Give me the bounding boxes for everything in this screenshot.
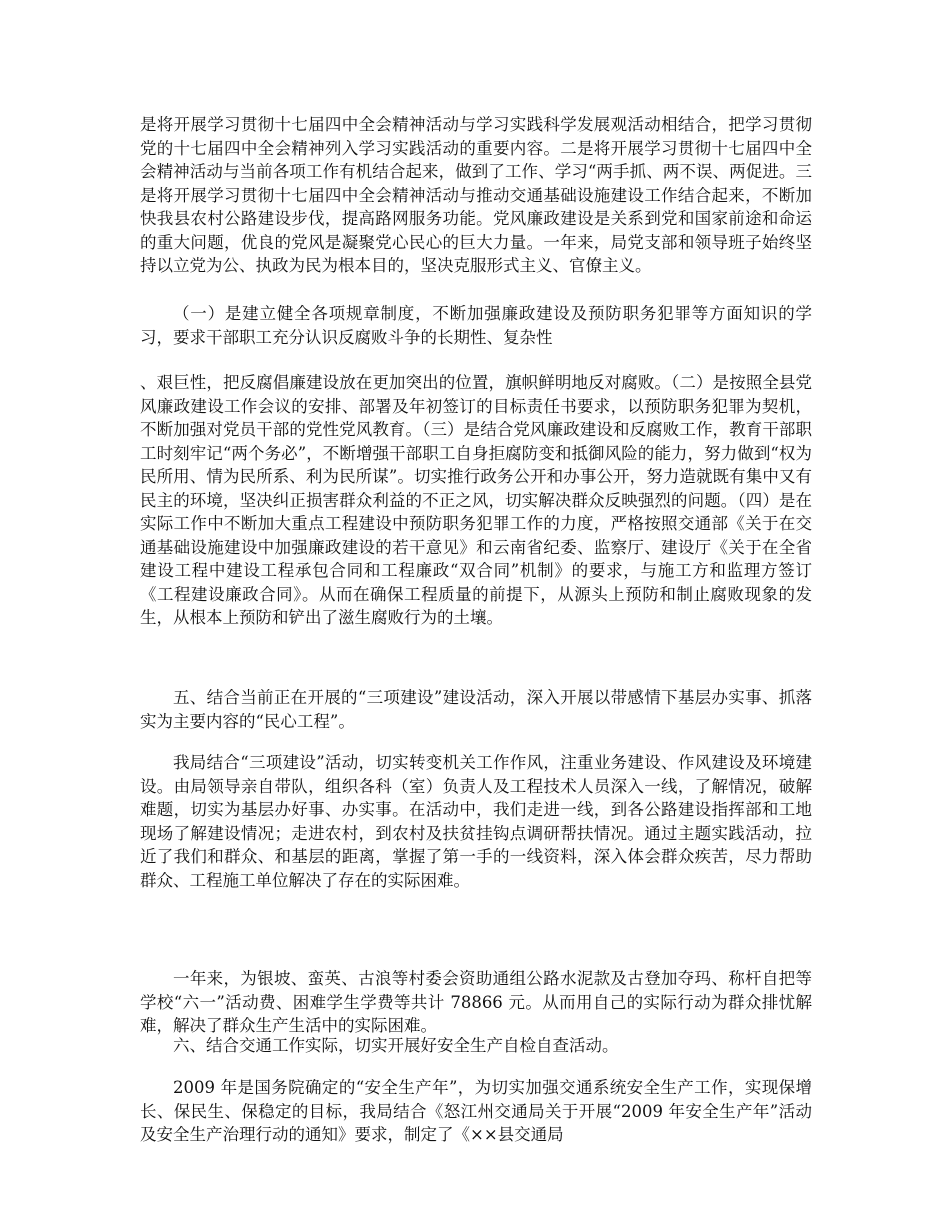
paragraph-text: 2009 年是国务院确定的“安全生产年”，为切实加强交通系统安全生产工作，实现保增长、保民生、保稳定的目标，我局结合《怒江州交通局关于开展“2009 年安全生产年”活动及安全生产治理行动的通知》要求，制定了《××县交通局 (140, 1078, 812, 1144)
section-heading-six (140, 1034, 812, 1058)
paragraph-study-integration (140, 113, 812, 278)
paragraph-text: 我局结合“三项建设”活动，切实转变机关工作作风，注重业务建设、作风建设及环境建设。由局领导亲自带队，组织各科（室）负责人及工程技术人员深入一线，了解情况，破解难题，切实为基层办好事、办实事。在活动中，我们走进一线，到各公路建设指挥部和工地现场了解建设情况；走进农村，到农村及扶贫挂钩点调研帮扶情况。通过主题实践活动，拉近了我们和群众、和基层的距离，掌握了第一手的一线资料，深入体会群众疾苦，尽力帮助群众、工程施工单位解决了存在的实际困难。 (140, 753, 812, 890)
paragraph-text: 六、结合交通工作实际，切实开展好安全生产自检自查活动。 (173, 1036, 619, 1055)
paragraph-three-constructions (140, 751, 812, 892)
paragraph-anti-corruption (140, 371, 812, 630)
paragraph-text: 、艰巨性，把反腐倡廉建设放在更加突出的位置，旗帜鲜明地反对腐败。（二）是按照全县党风廉政建设工作会议的安排、部署及年初签订的目标责任书要求，以预防职务犯罪为契机，不断加强对党员干部的党性党风教育。（三）是结合党风廉政建设和反腐败工作，教育干部职工时刻牢记“两个务必”，不断增强干部职工自身拒腐防变和抵御风险的能力，努力做到“权为民所用、情为民所系、利为民所谋”。切实推行政务公开和办事公开，努力造就既有集中又有民主的环境，坚决纠正损害群众利益的不正之风，切实解决群众反映强烈的问题。（四）是在实际工作中不断加大重点工程建设中预防职务犯罪工作的力度，严格按照交通部《关于在交通基础设施建设中加强廉政建设的若干意见》和云南省纪委、监察厅、建设厅《关于在全省建设工程中建设工程承包合同和工程廉政“双合同”机制》的要求，与施工方和监理方签订《工程建设廉政合同》。从而在确保工程质量的前提下，从源头上预防和制止腐败现象的发生，从根本上预防和铲出了滋生腐败行为的土壤。 (140, 373, 812, 627)
paragraph-text: 一年来，为银坡、蛮英、古浪等村委会资助通组公路水泥款及古登加夺玛、称杆自把等学校“六一”活动费、困难学生学费等共计 78866 元。从而用自己的实际行动为群众排忧解难，解决了群众生产生活中的实际困难。 (140, 969, 812, 1035)
paragraph-text: 是将开展学习贯彻十七届四中全会精神活动与学习实践科学发展观活动相结合，把学习贯彻党的十七届四中全会精神列入学习实践活动的重要内容。二是将开展学习贯彻十七届四中全会精神活动与当前各项工作有机结合起来，做到了工作、学习“两手抓、两不误、两促进。三是将开展学习贯彻十七届四中全会精神活动与推动交通基础设施建设工作结合起来，不断加快我县农村公路建设步伐，提高路网服务功能。党风廉政建设是关系到党和国家前途和命运的重大问题，优良的党风是凝聚党心民心的巨大力量。一年来，局党支部和领导班子始终坚持以立党为公、执政为民为根本目的，坚决克服形式主义、官僚主义。 (140, 115, 812, 275)
paragraph-funding (140, 967, 812, 1038)
section-heading-five (140, 686, 812, 733)
paragraph-rules-system (140, 302, 812, 349)
paragraph-safety-year (140, 1076, 812, 1147)
paragraph-text: 五、结合当前正在开展的“三项建设”建设活动，深入开展以带感情下基层办实事、抓落实为主要内容的“民心工程”。 (140, 688, 812, 731)
paragraph-text: （一）是建立健全各项规章制度，不断加强廉政建设及预防职务犯罪等方面知识的学习，要求干部职工充分认识反腐败斗争的长期性、复杂性 (140, 304, 812, 347)
